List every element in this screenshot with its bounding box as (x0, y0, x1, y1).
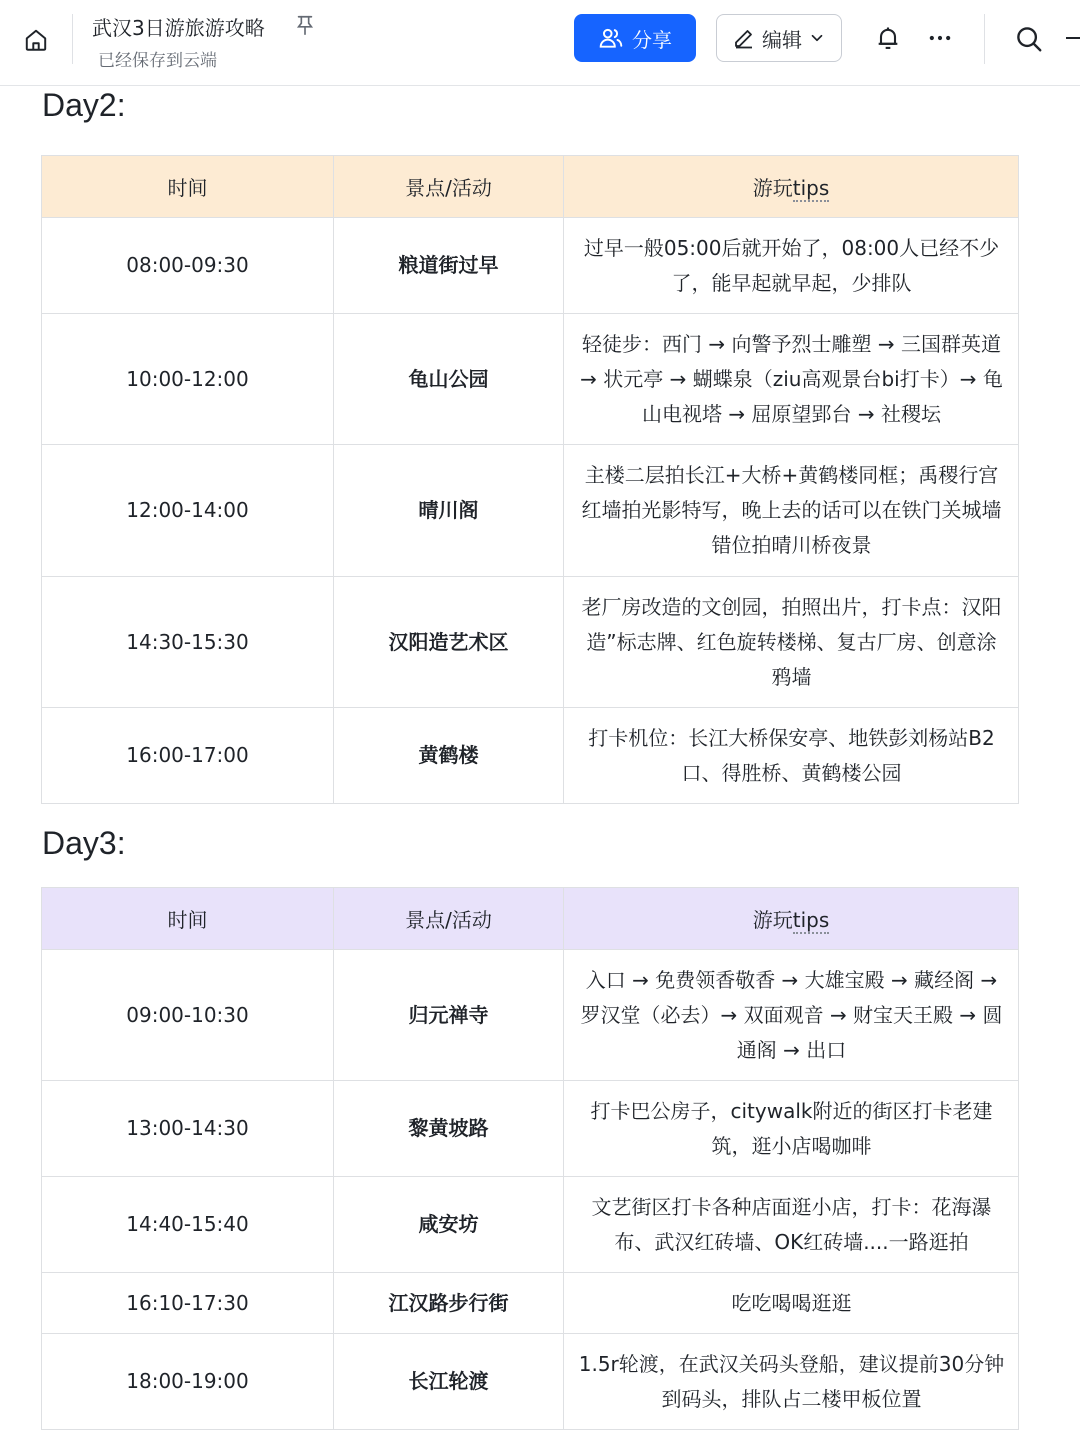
bell-icon (874, 24, 902, 52)
table-row (42, 577, 1019, 708)
day2-itinerary-table (41, 155, 1019, 804)
table-row (42, 445, 1019, 577)
tip-cell[interactable]: 入口 → 免费领香敬香 → 大雄宝殿 → 藏经阁 → 罗汉堂（必去）→ 双面观音 → 财宝天王殿 → 圆通阁 → 出口 (564, 950, 1019, 1081)
table-row (42, 1081, 1019, 1177)
day2-heading: Day2: (42, 87, 126, 123)
time-cell[interactable]: 14:40-15:40 (42, 1177, 334, 1273)
search-button[interactable] (1010, 20, 1048, 58)
tip-cell[interactable]: 文艺街区打卡各种店面逛小店，打卡：花海瀑布、武汉红砖墙、OK红砖墙....一路逛拍 (564, 1177, 1019, 1273)
tip-cell[interactable]: 1.5r轮渡，在武汉关码头登船，建议提前30分钟到码头，排队占二楼甲板位置 (564, 1334, 1019, 1430)
spot-cell[interactable]: 粮道街过早 (334, 218, 564, 314)
share-button[interactable] (574, 14, 696, 62)
column-header-tips: 游玩tips (564, 156, 1019, 218)
column-header-tips: 游玩tips (564, 888, 1019, 950)
more-icon (926, 24, 954, 52)
time-cell[interactable]: 14:30-15:30 (42, 577, 334, 708)
more-options-button[interactable] (922, 20, 958, 56)
spellcheck-underline-word: tips (792, 908, 830, 932)
column-header-time: 时间 (42, 156, 334, 218)
table-row (42, 314, 1019, 445)
time-cell[interactable]: 10:00-12:00 (42, 314, 334, 445)
table-row (42, 708, 1019, 804)
pin-icon[interactable] (294, 14, 316, 36)
time-cell[interactable]: 18:00-19:00 (42, 1334, 334, 1430)
time-cell[interactable]: 16:00-17:00 (42, 708, 334, 804)
time-cell[interactable]: 09:00-10:30 (42, 950, 334, 1081)
tip-cell[interactable]: 打卡巴公房子，citywalk附近的街区打卡老建筑，逛小店喝咖啡 (564, 1081, 1019, 1177)
day3-heading: Day3: (42, 825, 126, 861)
column-header-spot: 景点/活动 (334, 156, 564, 218)
time-cell[interactable]: 12:00-14:00 (42, 445, 334, 577)
tip-cell[interactable]: 老厂房改造的文创园，拍照出片，打卡点：汉阳造”标志牌、红色旋转楼梯、复古厂房、创意涂鸦墙 (564, 577, 1019, 708)
time-cell[interactable]: 08:00-09:30 (42, 218, 334, 314)
spot-cell[interactable]: 咸安坊 (334, 1177, 564, 1273)
collapsed-toolbar-edge (1066, 37, 1080, 39)
toolbar-divider (72, 14, 73, 64)
time-cell[interactable]: 13:00-14:30 (42, 1081, 334, 1177)
table-header-row (42, 156, 1019, 218)
top-toolbar (0, 0, 1080, 86)
day3-itinerary-table (41, 887, 1019, 1430)
spot-cell[interactable]: 江汉路步行街 (334, 1273, 564, 1334)
home-button[interactable] (18, 22, 54, 58)
spellcheck-underline-word: tips (792, 176, 830, 200)
share-label: 分享 (632, 27, 672, 52)
toolbar-divider (984, 14, 985, 64)
home-icon (23, 27, 49, 53)
table-header-row (42, 888, 1019, 950)
chevron-down-icon (808, 29, 826, 47)
column-header-time: 时间 (42, 888, 334, 950)
column-header-spot: 景点/活动 (334, 888, 564, 950)
pencil-icon (732, 26, 756, 50)
spot-cell[interactable]: 长江轮渡 (334, 1334, 564, 1430)
search-icon (1014, 24, 1044, 54)
spot-cell[interactable]: 黄鹤楼 (334, 708, 564, 804)
edit-mode-button[interactable] (716, 14, 842, 62)
spot-cell[interactable]: 晴川阁 (334, 445, 564, 577)
table-row (42, 1273, 1019, 1334)
tip-cell[interactable]: 打卡机位：长江大桥保安亭、地铁彭刘杨站B2口、得胜桥、黄鹤楼公园 (564, 708, 1019, 804)
notification-button[interactable] (870, 20, 906, 56)
time-cell[interactable]: 16:10-17:30 (42, 1273, 334, 1334)
document-title[interactable]: 武汉3日游旅游攻略 (92, 16, 265, 40)
spot-cell[interactable]: 黎黄坡路 (334, 1081, 564, 1177)
table-row (42, 950, 1019, 1081)
tip-cell[interactable]: 吃吃喝喝逛逛 (564, 1273, 1019, 1334)
tip-cell[interactable]: 轻徒步：西门 → 向警予烈士雕塑 → 三国群英道 → 状元亭 → 蝴蝶泉（ziu高观景台bi打卡）→ 龟山电视塔 → 屈原望郢台 → 社稷坛 (564, 314, 1019, 445)
tip-cell[interactable]: 主楼二层拍长江+大桥+黄鹤楼同框；禹稷行宫红墙拍光影特写，晚上去的话可以在铁门关城墙错位拍晴川桥夜景 (564, 445, 1019, 577)
table-row (42, 1177, 1019, 1273)
edit-label: 编辑 (762, 27, 802, 52)
users-icon (598, 25, 624, 51)
tip-cell[interactable]: 过早一般05:00后就开始了，08:00人已经不少了，能早起就早起，少排队 (564, 218, 1019, 314)
save-status: 已经保存到云端 (98, 51, 217, 71)
spot-cell[interactable]: 归元禅寺 (334, 950, 564, 1081)
spot-cell[interactable]: 龟山公园 (334, 314, 564, 445)
table-row (42, 1334, 1019, 1430)
table-row (42, 218, 1019, 314)
spot-cell[interactable]: 汉阳造艺术区 (334, 577, 564, 708)
